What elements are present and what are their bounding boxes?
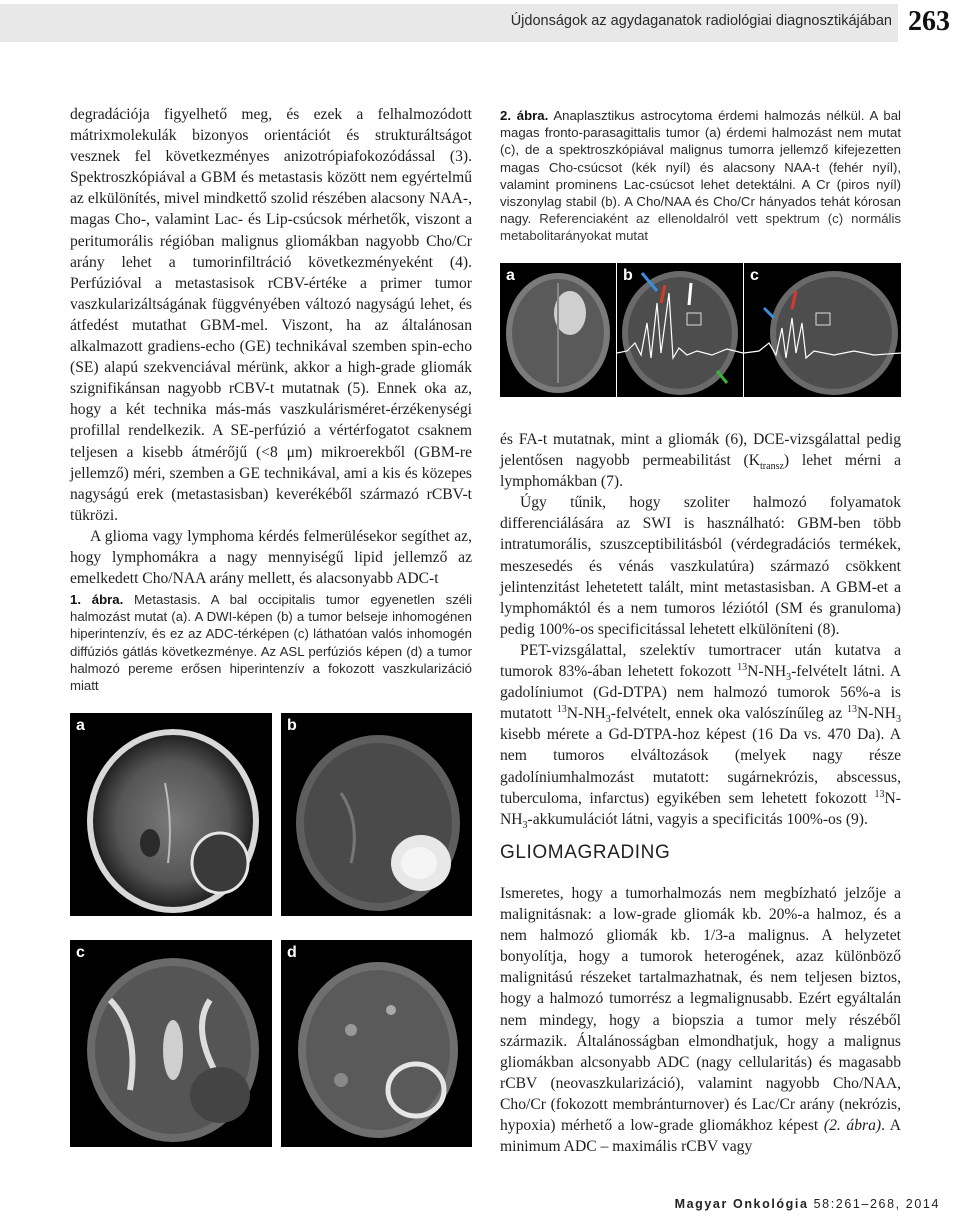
panel-label: a (506, 267, 515, 284)
paragraph: degradációja figyelhető meg, és ezek a felhalmozódott mátrixmolekulák bizonyos orientációt és strukturáltságot vesznek fel következményes anizotrópiafokozódással (3). Spektroszkópiával a GBM és metastasis között nem egyértelmű az elkülönítés, mivel mindkettő szolid részében alacsony NAA-, magas Cho-, valamint Lac- és Lip-csúcsok mérhetők, viszont a peritumorális régióban malignus gliomákban nagyobb Cho/Cr arány lehet a tumorinfiltráció következményeként (4). Perfúzióval a metastasisok rCBV-értéke a primer tumor vaszkularizáltságának függvényében változó nagyságú lehet, és átfedést mutathat GBM-mel. Viszont, ha az általánosan alkalmazott gradiens-echo (GE) technikával szemben spin-echo (SE) alapú szekvenciával mérünk, akkor a high-grade gliomák szignifikánsan nagyobb rCBV-t mutatnak (5). Ennek oka az, hogy a két technika más-más vaszkulárisméret-érzékenységi profillal rendelkezik. A SE-perfúzió a vértérfogatot csaknem teljesen a kisebb átmérőjű (<8 μm) mikroerekből (GBM-re jellemző) méri, szemben a GE technikával, ami a kis és közepes nagyságú erek (metastasisban) keverékéből származó rCBV-t tükrözi. (70, 106, 472, 524)
right-column-text-lower (500, 883, 901, 1157)
journal-citation: 58:261–268, 2014 (808, 1197, 940, 1211)
figure1-panel-b (281, 713, 472, 916)
figure1-panel-d (281, 940, 472, 1147)
paragraph: Ismeretes, hogy a tumorhalmozás nem megbízható jelzője a malignitásnak: a low-grade gliomák kb. 20%-a halmoz, és a nem halmozó gliomák kb. 1/3-a malignus. A helyzetet bonyolítja, hogy a tumorok heterogének, azaz különböző malignitású részeket tartalmazhatnak, és nem teljesen biztos, hogy a halmozó tumorrész a legmalignusabb. Ezért egyáltalán nem mindegy, hogy a biopszia a tumor mely részéből származik. Általánosságban elmondhatjuk, hogy a malignus gliomákban alcsonyabb ADC (nagy cellularitás) és magasabb rCBV (neovaszkularizáció), valamint nagyobb Cho/NAA, Cho/Cr (fokozott membránturnover) és Lac/Cr arány (nekrózis, hypoxia) mérhető a low-grade gliomákhoz képest (2. ábra). A minimum ADC – maximális rCBV vagy (500, 885, 901, 1156)
mr-spectrum-tumor-image (617, 263, 743, 397)
figure2-panel-b (617, 263, 743, 397)
figure2-panel-a (500, 263, 616, 397)
figure1-caption-text: Metastasis. A bal occipitalis tumor egyenetlen széli halmozást mutat (a). A DWI-képen (b) a tumor belseje inhomogénen hiperintenzív, és ez az ADC-térképen (c) láthatóan valós inhomogén diffúziós gátlás következménye. Az ASL perfúziós képen (d) a tumor halmozó pereme erősen hiperintenzív a fokozott vaszkularizáció miatt (70, 592, 472, 694)
figure2-caption-text: Anaplasztikus astrocytoma érdemi halmozás nélkül. A bal magas fronto-parasagittalis tumor (a) érdemi halmozást nem mutat (c), de a spektroszkópiával malignus tumorra jellemző kifejezetten magas Cho-csúcsot (kék nyíl) és alacsony NAA-t (fehér nyíl), valamint prominens Lac-csúcsot lehet detektálni. A Cr (piros nyíl) viszonylag stabil (b). A Cho/NAA és Cho/Cr hányados tehát kórosan nagy. (500, 108, 901, 227)
panel-label: d (287, 944, 297, 961)
figure1-panel-c (70, 940, 272, 1147)
paragraph: PET-vizsgálattal, szelektív tumortracer után kutatva a tumorok 83%-ában lehetett fokozott $^{13}N-NH_3$-felvételt látni. A gadolíniumot (Gd-DTPA) nem halmozó tumorok 56%-a is mutatott $^{13}N-NH_3$-felvételt, ennek oka valószínűleg az $^{13}N-NH_3$ kisebb mérete a Gd-DTPA-hoz képest (16 Da vs. 470 Da). A nem tumoros elváltozások (melyek nagy része gadolíniumhalmozást mutatott: sugárnekrózis, abscessus, tuberculoma, infarctus) egyikében sem lehetett fokozott $^{13}N-NH_3$-akkumulációt látni, vagyis a specificitás 100%-os (9). (500, 641, 902, 831)
blue-arrow-icon (764, 308, 774, 318)
figure2-caption (500, 107, 901, 245)
paragraph: A glioma vagy lymphoma kérdés felmerülésekor segíthet az, hogy lymphomákra a nagy mennyiségű lipid jellemző az emelkedett Cho/NAA arány mellett, és alacsonyabb ADC-t (70, 527, 472, 588)
page-number: 263 (908, 6, 950, 37)
figure2-label: 2. ábra. (500, 108, 549, 123)
running-header (0, 4, 960, 48)
figure2-caption-reference: Referenciaként az ellenoldalról vett spektrum (c) normális metabolitarányokat mutat (500, 211, 901, 244)
panel-label: c (76, 944, 85, 961)
right-column-text (500, 429, 901, 830)
mri-dwi-image (281, 713, 472, 916)
journal-footer (675, 1197, 940, 1211)
section-heading: GLIOMAGRADING (500, 842, 671, 863)
panel-label: c (750, 267, 759, 284)
white-arrow-icon (689, 283, 691, 305)
mri-axial-t1-image (70, 713, 272, 916)
mr-spectrum-reference-image (744, 263, 901, 397)
left-column-text (70, 104, 472, 589)
journal-name: Magyar Onkológia (674, 1197, 809, 1211)
figure2-panel-c (744, 263, 901, 397)
figure1-panel-a (70, 713, 272, 916)
mri-adc-map-image (70, 940, 272, 1147)
mri-flair-image (500, 263, 616, 397)
panel-label: b (287, 717, 297, 734)
paragraph: Úgy tűnik, hogy szoliter halmozó folyamatok differenciálására az SWI is használható: GBM-ben több intratumorális, szuszceptibilitásból (vérdegradációs termékek, meszesedés és vénás vaszkulatúra) származó csökkent jelintenzitást lehetetett talált, mint metastasisban. A GBM-et a lymphomáktól és a nem tumoros léziótól (SM és granuloma) pedig 100%-os specificitással lehetett elkülöníteni (8). (500, 494, 901, 638)
panel-label: b (623, 267, 633, 284)
figure1-label: 1. ábra. (70, 592, 124, 607)
figure1-caption (70, 591, 472, 694)
panel-label: a (76, 717, 85, 734)
running-title: Újdonságok az agydaganatok radiológiai diagnosztikájában (510, 13, 892, 29)
mri-asl-perfusion-image (281, 940, 472, 1147)
paragraph: és FA-t mutatnak, mint a gliomák (6), DCE-vizsgálattal pedig jelentősen nagyobb permeabilitást $(K_{transz})$ lehet mérni a lymphomákban (7). (500, 431, 901, 491)
